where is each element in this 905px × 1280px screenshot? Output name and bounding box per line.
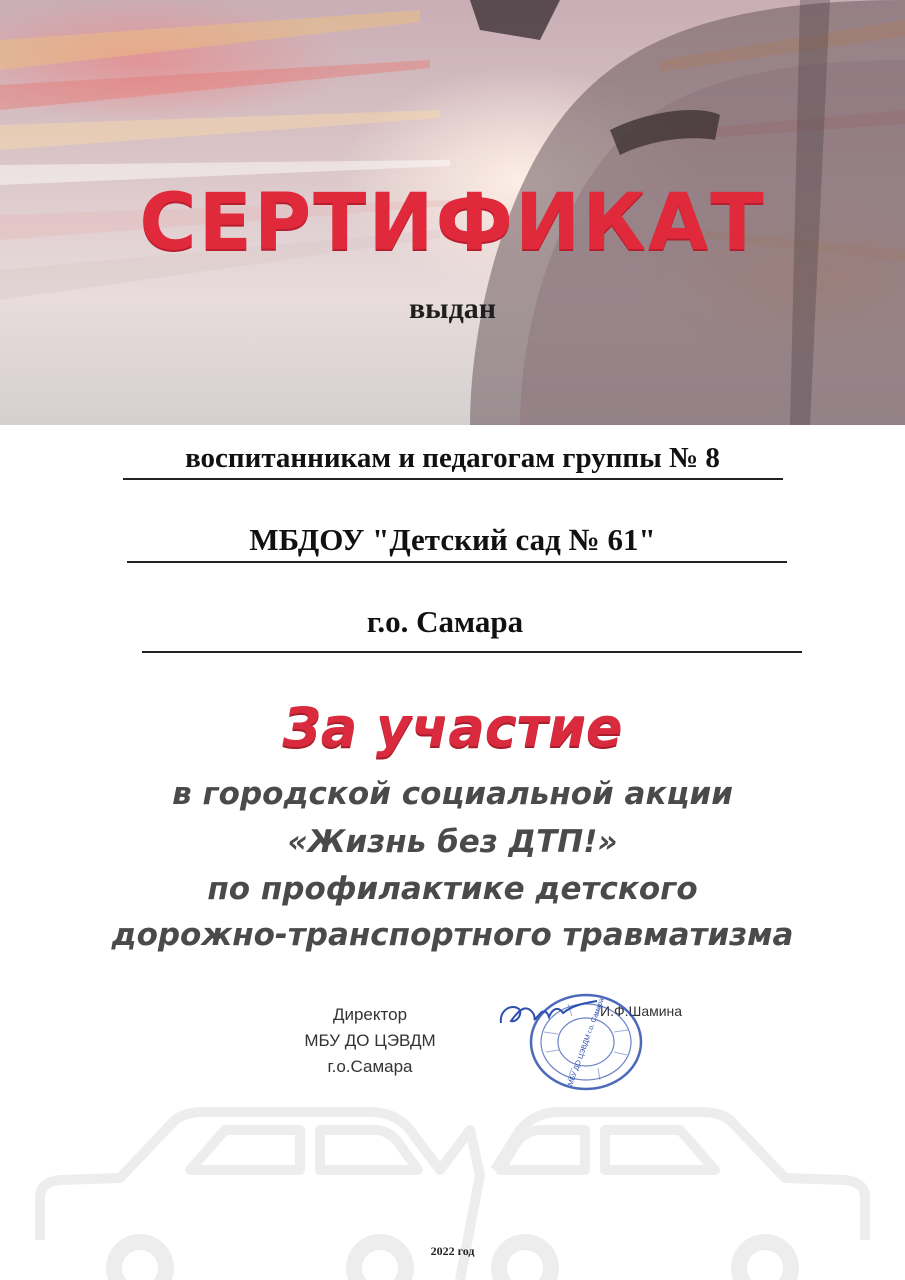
director-city: г.о.Самара: [327, 1057, 413, 1076]
header-photo: [0, 0, 905, 425]
issued-label: выдан: [408, 292, 497, 325]
underline-1: [123, 478, 783, 480]
director-organization: МБУ ДО ЦЭВДМ: [304, 1031, 436, 1050]
participation-heading: За участие: [282, 696, 623, 759]
official-stamp: [528, 992, 644, 1092]
description-line-3: по профилактике детского: [207, 871, 698, 907]
description-line-4: дорожно-транспортного травматизма: [111, 917, 794, 953]
director-title: Директор: [332, 1005, 408, 1024]
certificate-title: СЕРТИФИКАТ: [139, 178, 766, 268]
underline-2: [127, 561, 787, 563]
description-line-1: в городской социальной акции: [172, 776, 733, 812]
underline-3: [142, 651, 802, 653]
recipient-line-1: воспитанникам и педагогам группы № 8: [185, 442, 720, 474]
stamp-text: МБУ ДО ЦЭВДМ г.о. Самара: [567, 997, 606, 1088]
recipient-line-3: г.о. Самара: [366, 604, 524, 639]
signature-name: И.Ф.Шамина: [600, 1003, 683, 1019]
year-label: 2022 год: [430, 1244, 475, 1258]
recipient-line-2: МБДОУ "Детский сад № 61": [249, 522, 656, 557]
director-block: [260, 1002, 480, 1080]
description-line-2: «Жизнь без ДТП!»: [287, 824, 618, 860]
